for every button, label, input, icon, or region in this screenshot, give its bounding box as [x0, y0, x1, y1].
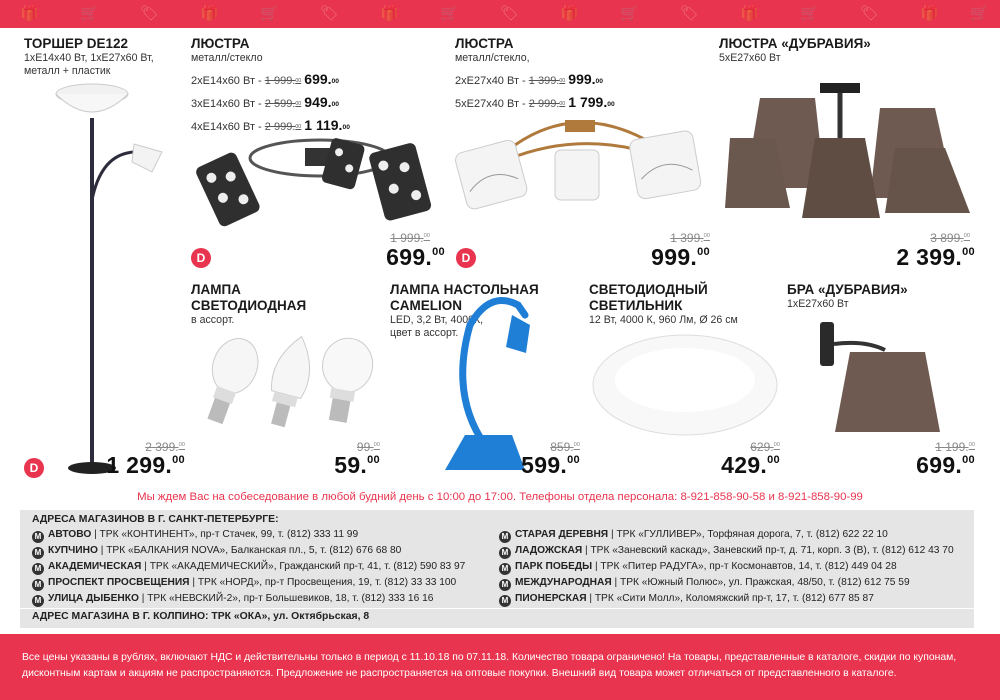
new-price: 2 399.00 — [896, 244, 975, 270]
brand-badge-icon: D — [24, 458, 44, 478]
old-price: 629.00 — [750, 440, 780, 454]
product-spec: металл/стекло — [191, 52, 263, 64]
metro-icon: M — [499, 595, 511, 607]
product-lustra-2 — [455, 36, 615, 115]
product-spec: цвет в ассорт. — [390, 327, 459, 339]
cart-icon: 🛒 — [80, 5, 99, 22]
new-price: 1 299.00 — [106, 452, 185, 478]
product-title: ТОРШЕР DE122 — [24, 36, 129, 51]
top-band — [0, 0, 1000, 28]
store-address: M ПАРК ПОБЕДЫ | ТРК «Питер РАДУГА», пр-т Космонавтов, 14, т. (812) 449 04 28 — [499, 561, 897, 575]
disclaimer-band — [0, 634, 1000, 700]
new-price: 699.00 — [916, 452, 975, 478]
cart-icon: 🛒 — [800, 5, 819, 22]
metro-icon: M — [499, 547, 511, 559]
wall-lamp-image — [815, 312, 975, 442]
metro-icon: M — [32, 547, 44, 559]
product-title: ЛЮСТРА — [455, 36, 514, 51]
variant-row: 5xE27x40 Вт - 2 999.00 1 799.00 — [455, 94, 615, 110]
store-address: M АКАДЕМИЧЕСКАЯ | ТРК «АКАДЕМИЧЕСКИЙ», Гражданский пр-т, 41, т. (812) 590 83 97 — [32, 561, 465, 575]
product-title: СВЕТОДИОДНЫЙ — [589, 282, 708, 297]
metro-icon: M — [32, 595, 44, 607]
led-bulbs-image — [190, 330, 385, 440]
metro-icon: M — [32, 531, 44, 543]
product-spec: 1xE27x60 Вт — [787, 298, 849, 310]
product-title: ЛЮСТРА «ДУБРАВИЯ» — [719, 36, 871, 51]
old-price: 1 999.00 — [390, 231, 430, 245]
product-spec: в ассорт. — [191, 314, 235, 326]
old-price: 859.00 — [550, 440, 580, 454]
recruitment-notice: Мы ждем Вас на собеседование в любой будний день с 10:00 до 17:00. Телефоны отдела персонала: 8-921-858-90-58 и 8-921-858-90-99 — [137, 491, 863, 503]
new-price: 429.00 — [721, 452, 780, 478]
product-spec: LED, 3,2 Вт, 4000К, — [390, 314, 484, 326]
product-title: СВЕТИЛЬНИК — [589, 298, 683, 313]
floor-lamp-image — [40, 80, 190, 480]
old-price: 2 399.00 — [145, 440, 185, 454]
ceiling-light-image — [590, 330, 780, 440]
chandelier-image — [455, 105, 710, 225]
gift-icon: 🎁 — [920, 5, 939, 22]
gift-icon: 🎁 — [740, 5, 759, 22]
product-torsher — [24, 36, 154, 78]
addresses-heading: АДРЕСА МАГАЗИНОВ В Г. САНКТ-ПЕТЕРБУРГЕ: — [32, 514, 279, 525]
product-title: ЛЮСТРА — [191, 36, 250, 51]
new-price: 599.00 — [521, 452, 580, 478]
new-price: 699.00 — [386, 244, 445, 270]
tag-icon: 🏷 — [140, 5, 160, 22]
product-title: ЛАМПА НАСТОЛЬНАЯ — [390, 282, 539, 297]
brand-badge-icon: D — [456, 248, 476, 268]
metro-icon: M — [32, 563, 44, 575]
metro-icon: M — [499, 531, 511, 543]
tag-icon: 🏷 — [680, 5, 700, 22]
store-address: M ЛАДОЖСКАЯ | ТРК «Заневский каскад», Заневский пр-т, д. 71, корп. 3 (В), т. (812) 612 43 70 — [499, 545, 954, 559]
store-address: M ПРОСПЕКТ ПРОСВЕЩЕНИЯ | ТРК «НОРД», пр-т Просвещения, 19, т. (812) 33 33 100 — [32, 577, 456, 591]
tag-icon: 🏷 — [320, 5, 340, 22]
new-price: 999.00 — [651, 244, 710, 270]
divider — [20, 608, 974, 609]
metro-icon: M — [32, 579, 44, 591]
store-addresses — [20, 510, 974, 628]
cart-icon: 🛒 — [440, 5, 459, 22]
old-price: 3 899.00 — [930, 231, 970, 245]
store-address: M АВТОВО | ТРК «КОНТИНЕНТ», пр-т Стачек, 99, т. (812) 333 11 99 — [32, 529, 358, 543]
product-title: CAMELION — [390, 298, 462, 313]
product-title: БРА «ДУБРАВИЯ» — [787, 282, 908, 297]
cart-icon: 🛒 — [970, 5, 989, 22]
gift-icon: 🎁 — [20, 5, 39, 22]
store-address: M МЕЖДУНАРОДНАЯ | ТРК «Южный Полюс», ул. Пражская, 48/50, т. (812) 612 75 59 — [499, 577, 910, 591]
product-spec: 1xE14x40 Вт, 1xE27x60 Вт, — [24, 52, 154, 64]
store-address: M УЛИЦА ДЫБЕНКО | ТРК «НЕВСКИЙ-2», пр-т Большевиков, 18, т. (812) 333 16 16 — [32, 593, 433, 607]
product-spec: 5xE27x60 Вт — [719, 52, 781, 64]
variant-row: 3xE14x60 Вт - 2 599.00 949.00 — [191, 94, 340, 110]
product-led-ceiling-light — [589, 282, 738, 327]
variant-row: 2xE14x60 Вт - 1 999.00 699.00 — [191, 71, 340, 87]
old-price: 1 399.00 — [670, 231, 710, 245]
kolpino-address: АДРЕС МАГАЗИНА В Г. КОЛПИНО: ТРК «ОКА», ул. Октябрьская, 8 — [32, 611, 370, 622]
cart-icon: 🛒 — [620, 5, 639, 22]
old-price: 1 199.00 — [935, 440, 975, 454]
gift-icon: 🎁 — [560, 5, 579, 22]
chandelier-image — [195, 118, 445, 238]
brand-badge-icon: D — [191, 248, 211, 268]
product-led-bulb — [191, 282, 306, 327]
gift-icon: 🎁 — [200, 5, 219, 22]
old-price: 99.00 — [356, 440, 380, 454]
product-title: СВЕТОДИОДНАЯ — [191, 298, 307, 313]
tag-icon: 🏷 — [500, 5, 520, 22]
store-address: M СТАРАЯ ДЕРЕВНЯ | ТРК «ГУЛЛИВЕР», Торфяная дорога, 7, т. (812) 622 22 10 — [499, 529, 888, 543]
store-address: M ПИОНЕРСКАЯ | ТРК «Сити Молл», Коломяжский пр-т, 17, т. (812) 677 85 87 — [499, 593, 874, 607]
cart-icon: 🛒 — [260, 5, 279, 22]
product-lustra-3 — [719, 36, 871, 65]
product-wall-lamp — [787, 282, 908, 311]
new-price: 59.00 — [334, 452, 380, 478]
store-address: M КУПЧИНО | ТРК «БАЛКАНИЯ NOVA», Балканская пл., 5, т. (812) 676 68 80 — [32, 545, 401, 559]
product-spec: 12 Вт, 4000 К, 960 Лм, Ø 26 см — [589, 314, 738, 326]
disclaimer-text: Все цены указаны в рублях, включают НДС и действительны только в период с 11.10.18 по 07.11.18. Количество товара ограничено! На товары, представленные в каталоге, скидки по купонам, дисконтным картам и акциям не распространяются. Предложение не распространяется на оптовые покупки. Внешний вид товара может отличаться от представленного в каталоге. — [22, 652, 957, 679]
product-title: ЛАМПА — [191, 282, 241, 297]
metro-icon: M — [499, 563, 511, 575]
gift-icon: 🎁 — [380, 5, 399, 22]
chandelier-image — [720, 78, 975, 233]
metro-icon: M — [499, 579, 511, 591]
variant-row: 4xE14x60 Вт - 2 999.00 1 119.00 — [191, 117, 350, 133]
product-spec: металл/стекло, — [455, 52, 530, 64]
variant-row: 2xE27x40 Вт - 1 399.00 999.00 — [455, 71, 604, 87]
product-spec: металл + пластик — [24, 65, 111, 77]
tag-icon: 🏷 — [860, 5, 880, 22]
